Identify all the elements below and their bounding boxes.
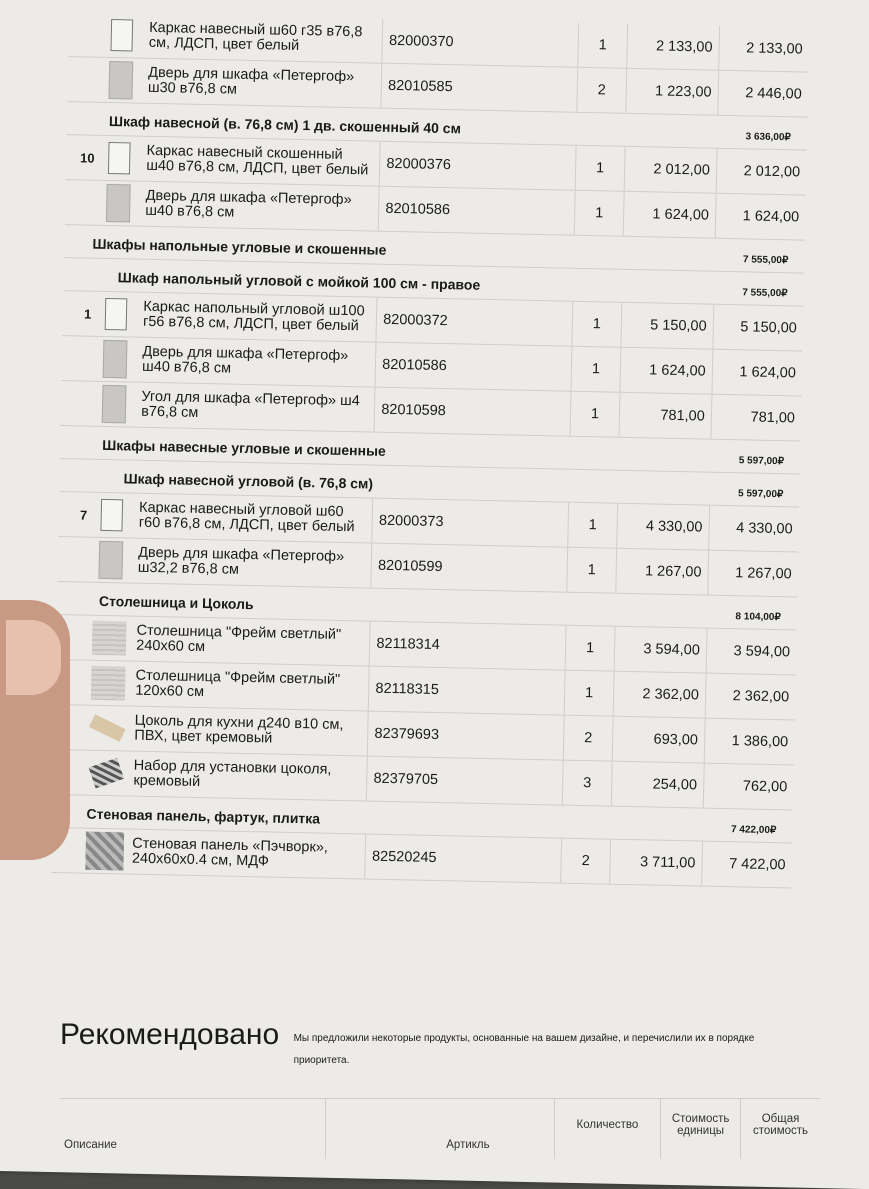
item-position-number [69,34,103,35]
frame-image [101,499,124,531]
door-image [102,385,127,423]
item-description: Каркас навесный ш60 г35 в76,8 см, ЛДСП, цвет белый [148,19,363,54]
item-unit-price: 4 330,00 [616,504,709,550]
item-description: Столешница "Фрейм светлый" 240x60 см [136,622,342,656]
item-position-number [61,403,95,404]
recommended-table-header [60,1098,820,1159]
recommended-block [60,1018,820,1072]
section-title: Шкафы навесные угловые и скошенные [102,436,386,459]
product-thumbnail [103,19,141,52]
item-article: 82010598 [374,388,571,436]
item-description: Каркас напольный угловой ш100 г56 в76,8 см, ЛДСП, цвет белый [142,298,365,335]
thumb-nail [6,620,61,695]
item-article: 82118314 [369,622,566,670]
counter-image [92,621,127,656]
item-position-number: 1 [83,306,92,322]
row-group [57,492,799,597]
door-image [109,61,134,99]
item-total-price: 1 624,00 [711,350,802,396]
item-unit-price: 254,00 [610,762,703,808]
row-group [65,135,807,240]
item-total-price: 1 386,00 [704,719,795,765]
item-unit-price: 781,00 [618,393,711,439]
item-quantity: 1 [567,548,616,593]
kit-image [89,758,124,788]
item-unit-price: 2 133,00 [626,24,719,70]
item-position-number [68,79,102,80]
item-description: Набор для установки цоколя, кремовый [133,757,332,791]
section-amount: 7 555,00₽ [742,254,789,267]
product-thumbnail [95,385,134,424]
recommended-note: Мы предложили некоторые продукты, основанные на вашем дизайне, и перечислили их в порядке приоритета. [293,1033,755,1066]
section-title: Шкафы напольные угловые и скошенные [92,235,387,258]
section-amount: 7 422,00₽ [730,824,777,837]
item-description: Дверь для шкафа «Петергоф» ш32,2 в76,8 см [137,544,345,578]
item-quantity: 1 [565,626,614,671]
recommended-title: Рекомендовано [60,1018,280,1051]
item-unit-price: 5 150,00 [620,303,713,349]
plinth-image [89,714,126,742]
item-unit-price: 2 012,00 [623,147,716,193]
item-total-price: 1 624,00 [714,194,805,240]
item-total-price: 2 133,00 [718,26,809,72]
item-unit-price: 1 267,00 [615,549,708,595]
item-total-price: 1 267,00 [707,551,798,597]
item-article: 82010599 [371,544,568,592]
item-unit-price: 693,00 [611,717,704,763]
item-unit-price: 1 624,00 [622,192,715,238]
section-title: Шкаф напольный угловой с мойкой 100 см - правое [117,269,481,293]
item-article: 82000376 [379,142,576,190]
door-image [99,541,124,579]
frame-image [108,142,131,174]
item-article: 82010586 [375,343,572,391]
product-thumbnail [99,184,138,223]
frame-image [111,19,134,51]
item-description: Дверь для шкафа «Петергоф» ш40 в76,8 см [145,187,352,221]
product-thumbnail [89,666,128,701]
item-quantity: 1 [564,671,613,716]
header-unit-price: Стоимость единицы [660,1099,740,1159]
item-total-price: 2 012,00 [715,149,806,195]
item-position-number [65,202,99,203]
row-group [53,615,797,810]
item-description: Столешница "Фрейм светлый" 120x60 см [135,667,341,701]
item-description: Дверь для шкафа «Петергоф» ш40 в76,8 см [141,343,349,377]
item-article: 82379693 [367,712,564,760]
row-group [67,12,809,117]
product-thumbnail [93,499,131,532]
item-total-price: 7 422,00 [701,842,792,888]
item-description: Угол для шкафа «Петергоф» ш4 в76,8 см [140,388,360,421]
item-quantity: 1 [575,146,624,191]
panel-image [86,832,125,871]
item-quantity: 1 [574,191,623,236]
item-position-number [62,358,96,359]
item-article: 82010585 [381,64,578,112]
item-description: Каркас навесный угловой ш60 г60 в76,8 см, ЛДСП, цвет белый [138,499,355,536]
section-title: Стеновая панель, фартук, плитка [86,805,321,827]
item-description: Стеновая панель «Пэчворк», 240x60x0.4 см, МДФ [131,835,329,870]
item-total-price: 4 330,00 [708,506,799,552]
item-unit-price: 3 594,00 [613,627,706,673]
item-article: 82118315 [368,667,565,715]
item-total-price: 2 446,00 [717,71,808,117]
section-amount: 7 555,00₽ [742,287,788,300]
header-article: Артикль [325,1099,554,1159]
item-position-number [52,850,86,851]
item-quantity: 2 [563,716,612,761]
item-quantity: 1 [572,302,621,347]
item-total-price: 5 150,00 [712,305,803,351]
item-quantity: 1 [570,392,619,437]
section-title: Шкаф навесной (в. 76,8 см) 1 дв. скошенный 40 см [108,112,462,137]
header-description: Описание [64,1139,117,1151]
section-amount: 3 636,00₽ [745,131,791,144]
product-thumbnail [89,721,127,736]
item-quantity: 2 [577,68,626,113]
item-total-price: 2 362,00 [704,674,795,720]
item-quantity: 2 [561,839,610,884]
product-thumbnail [97,298,135,331]
section-amount: 5 597,00₽ [738,455,785,468]
item-article: 82000373 [372,499,569,547]
product-thumbnail [100,142,138,175]
item-description: Цоколь для кухни д240 в10 см, ПВХ, цвет кремовый [134,712,344,747]
product-thumbnail [92,541,131,580]
section-title: Шкаф навесной угловой (в. 76,8 см) [123,470,374,492]
frame-image [105,298,128,330]
door-image [103,340,128,378]
product-thumbnail [96,340,135,379]
item-unit-price: 2 362,00 [612,672,705,718]
section-title: Столешница и Цоколь [98,592,254,613]
item-position-number [58,559,92,560]
header-total-price: Общая стоимость [740,1099,820,1159]
item-position-number: 10 [80,149,95,166]
product-thumbnail [90,621,129,656]
product-thumbnail [102,61,141,100]
counter-image [91,666,126,701]
item-quantity: 1 [571,347,620,392]
item-article: 82010586 [378,187,575,235]
item-unit-price: 3 711,00 [609,840,702,886]
item-quantity: 1 [568,503,617,548]
row-group [61,291,804,441]
product-thumbnail [88,762,126,785]
order-table [51,12,809,888]
item-article: 82379705 [366,757,563,805]
section-amount: 8 104,00₽ [735,611,781,624]
item-article: 82000370 [382,19,579,67]
section-amount: 5 597,00₽ [737,488,784,501]
item-quantity: 1 [578,23,627,68]
item-position-number: 7 [79,506,88,523]
item-quantity: 3 [562,761,611,806]
product-thumbnail [86,832,125,871]
item-description: Каркас навесный скошенный ш40 в76,8 см, ЛДСП, цвет белый [146,142,369,179]
item-article: 82000372 [376,298,573,346]
item-unit-price: 1 624,00 [619,348,712,394]
item-total-price: 781,00 [710,395,801,441]
item-article: 82520245 [365,835,562,883]
header-quantity: Количество [554,1099,661,1159]
item-unit-price: 1 223,00 [625,69,718,115]
item-total-price: 762,00 [703,764,794,810]
door-image [106,184,131,222]
item-description: Дверь для шкафа «Петергоф» ш30 в76,8 см [147,64,355,98]
item-total-price: 3 594,00 [705,629,796,675]
